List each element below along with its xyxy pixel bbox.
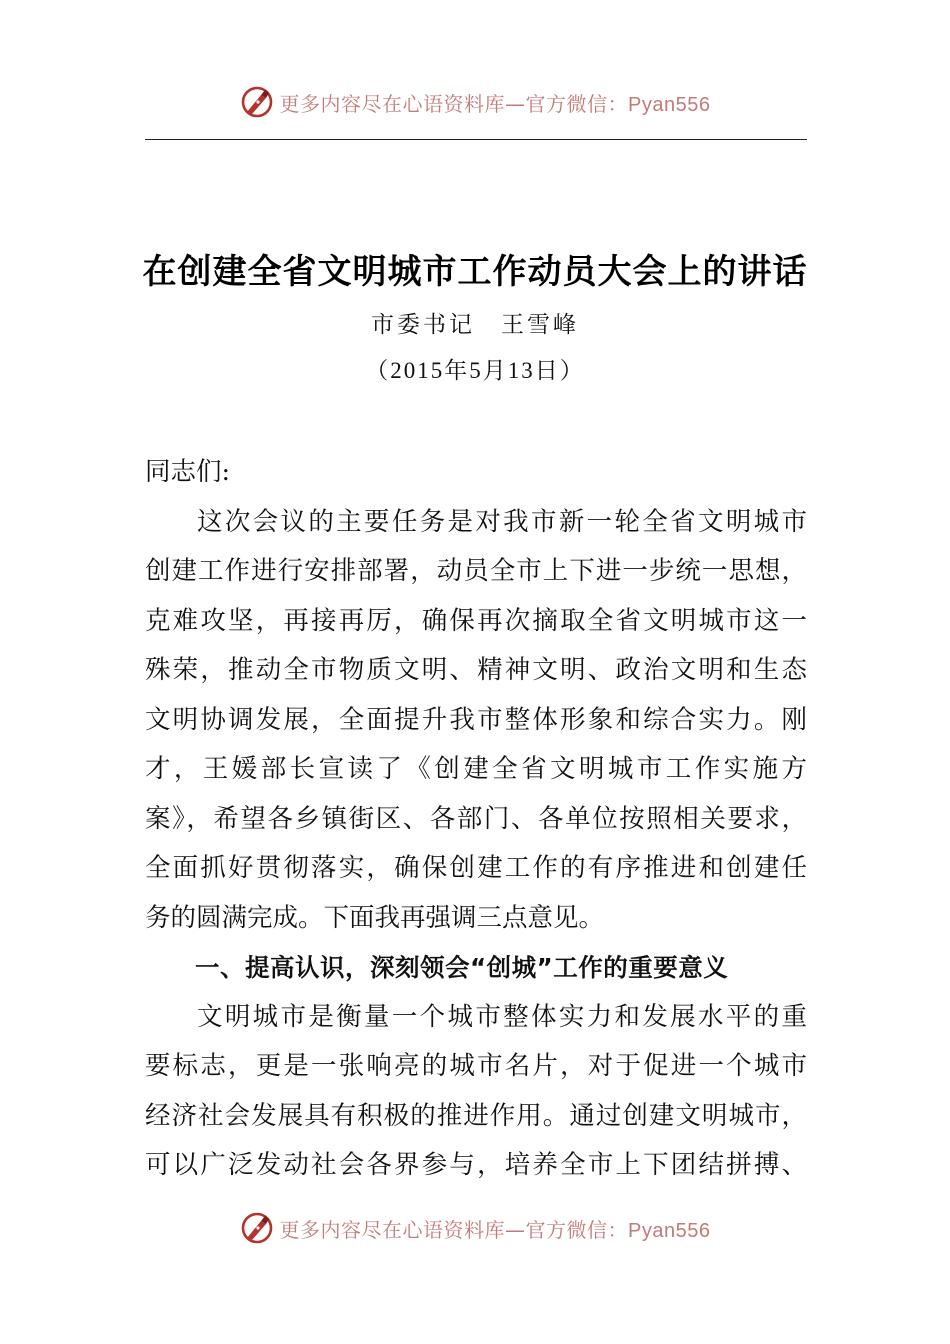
- paragraph-line: 文明城市是衡量一个城市整体实力和发展水平的重: [197, 1001, 807, 1032]
- paragraph-line: 要标志，更是一张响亮的城市名片，对于促进一个城市: [145, 1051, 807, 1081]
- paragraph-line: 才，王媛部长宣读了《创建全省文明城市工作实施方: [145, 754, 807, 784]
- paragraph-line: 克难攻坚，再接再厉，确保再次摘取全省文明城市这一: [145, 605, 807, 636]
- paragraph-line: 殊荣，推动全市物质文明、精神文明、政治文明和生态: [145, 655, 807, 685]
- header-divider: [145, 139, 807, 140]
- document-author: 市委书记 王雪峰: [371, 312, 579, 338]
- bottom-watermark-banner: [0, 1208, 950, 1248]
- paragraph-line: 经济社会发展具有积极的推进作用。通过创建文明城市，: [145, 1100, 807, 1131]
- paragraph-line: 这次会议的主要任务是对我市新一轮全省文明城市: [197, 506, 807, 537]
- pen-nib-logo-icon: [240, 1211, 274, 1245]
- salutation: 同志们:: [145, 457, 231, 487]
- top-watermark-banner: [0, 82, 950, 122]
- document-body: [145, 448, 807, 1191]
- document-title: 在创建全省文明城市工作动员大会上的讲话: [142, 252, 808, 292]
- paragraph-line: 文明协调发展，全面提升我市整体形象和综合实力。刚: [145, 704, 807, 735]
- paragraph-line: 全面抓好贯彻落实，确保创建工作的有序推进和创建任: [145, 853, 807, 883]
- watermark-text: 更多内容尽在心语资料库—官方微信：Pyan556: [279, 91, 711, 116]
- document-date: （2015年5月13日）: [365, 358, 585, 383]
- paragraph-line: 可以广泛发动社会各界参与，培养全市上下团结拼搏、: [145, 1150, 807, 1180]
- paragraph-line: 务的圆满完成。下面我再强调三点意见。: [145, 902, 605, 933]
- section-heading: 一、提高认识，深刻领会“创城”工作的重要意义: [195, 953, 729, 982]
- paragraph-line: 案》，希望各乡镇街区、各部门、各单位按照相关要求，: [145, 803, 807, 834]
- paragraph-line: 创建工作进行安排部署，动员全市上下进一步统一思想，: [145, 556, 807, 586]
- watermark-text: 更多内容尽在心语资料库—官方微信：Pyan556: [279, 1217, 711, 1242]
- pen-nib-logo-icon: [240, 85, 274, 119]
